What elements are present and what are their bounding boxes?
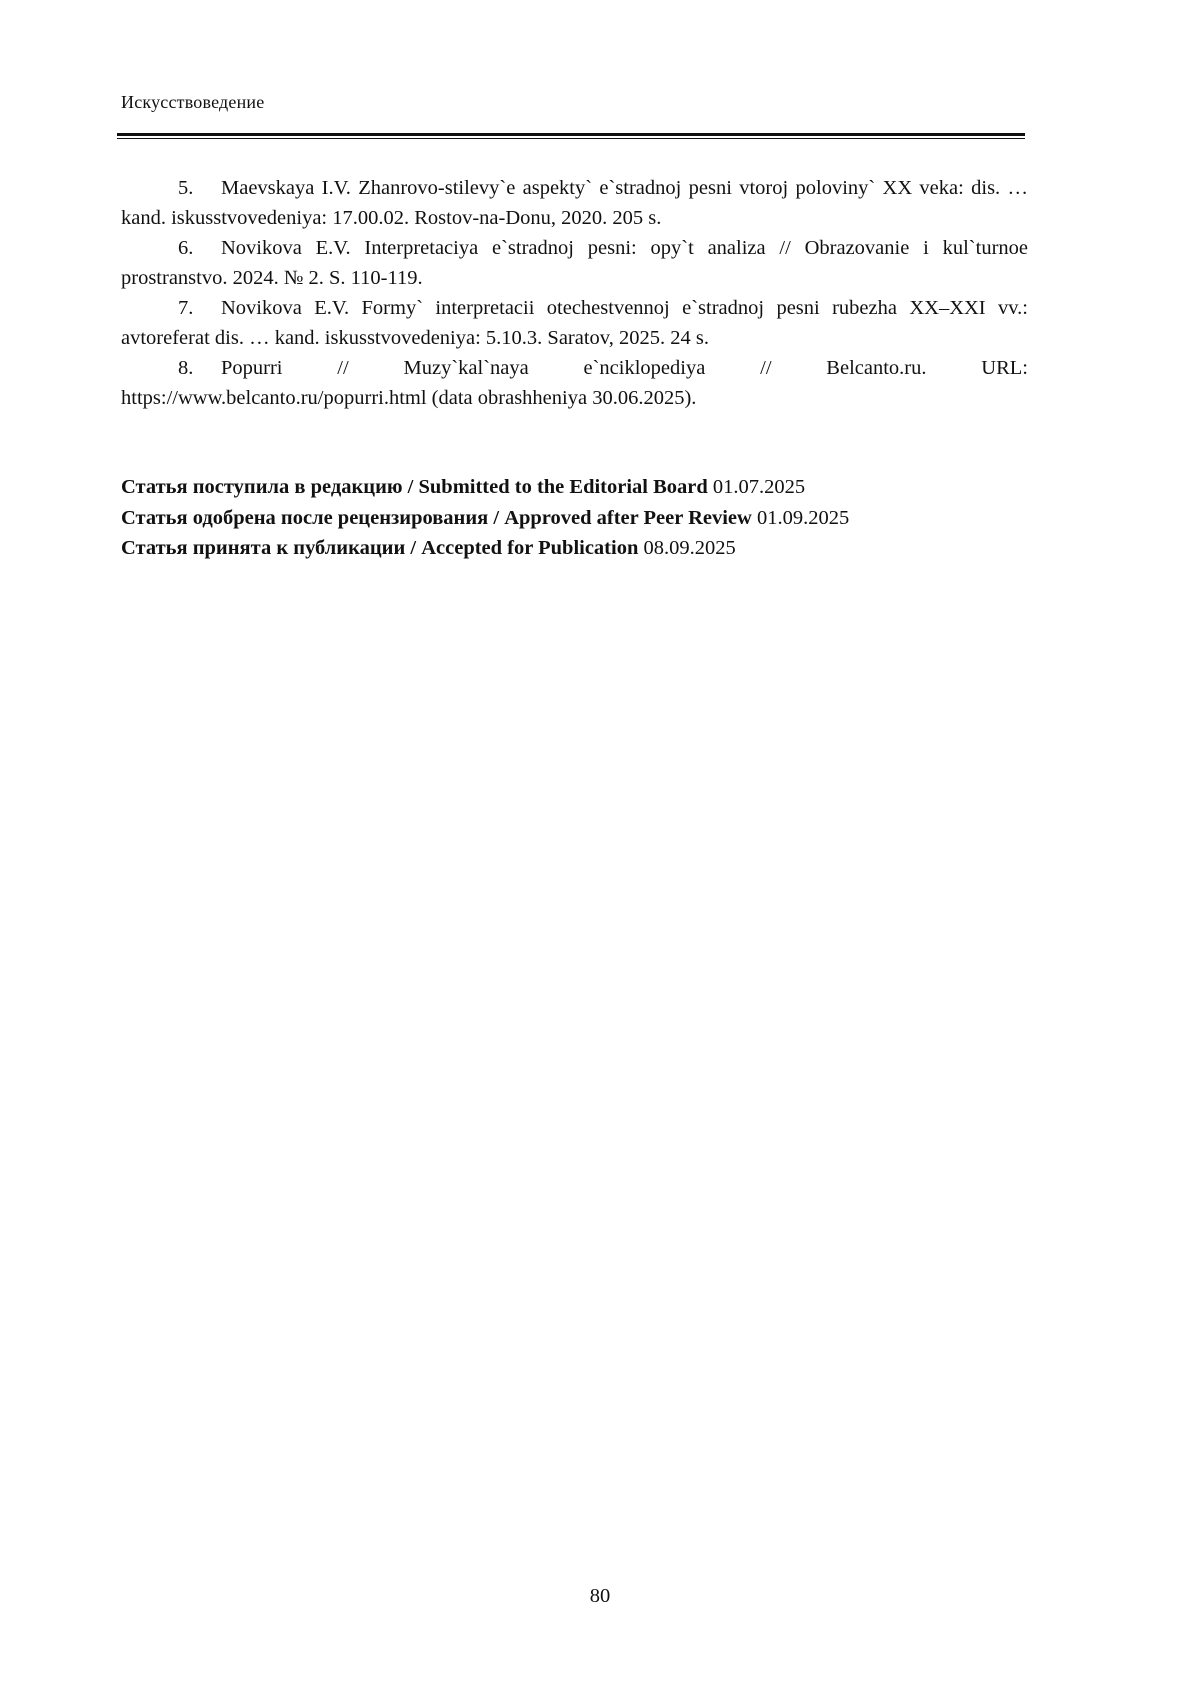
reference-text: Novikova E.V. Formy` interpretacii otechestvennoj e`stradnoj pesni rubezha XX–XXI vv.: avtoreferat dis. … kand. iskusstvovedeniya: 5.10.3. Saratov, 2025. 24 s. [121,297,1028,349]
header-rule-thin [117,138,1025,139]
reference-number: 6. [178,237,194,259]
reference-item [121,173,1028,233]
header-rule-thick [117,133,1025,136]
reference-text: Maevskaya I.V. Zhanrovo-stilevy`e aspekty` e`stradnoj pesni vtoroj poloviny` XX veka: dis. … kand. iskusstvovedeniya: 17.00.02. Rostov-na-Donu, 2020. 205 s. [121,177,1028,229]
reference-number: 8. [178,357,194,379]
reference-item [121,353,1028,413]
page-number: 80 [589,1585,611,1607]
reference-item [121,233,1028,293]
reference-list [121,173,1028,413]
date-value: 08.09.2025 [643,537,736,559]
date-value: 01.07.2025 [712,476,806,498]
reference-number: 7. [178,297,194,319]
date-label: Статья принята к публикации / Accepted for Publication [121,537,639,559]
reference-item [121,293,1028,353]
date-label: Статья одобрена после рецензирования / Approved after Peer Review [121,506,752,529]
date-approved [121,503,1071,534]
date-value: 01.09.2025 [756,506,850,529]
date-submitted [121,472,1071,503]
reference-text: Popurri // Muzy`kal`naya e`nciklopediya // Belcanto.ru. URL: https://www.belcanto.ru/popurri.html (data obrashheniya 30.06.2025). [121,357,1028,409]
date-accepted [121,533,1071,564]
running-header: Искусствоведение [121,92,265,112]
reference-text: Novikova E.V. Interpretaciya e`stradnoj pesni: opy`t analiza // Obrazovanie i kul`turnoe prostranstvo. 2024. № 2. S. 110-119. [121,237,1028,289]
date-label: Статья поступила в редакцию / Submitted to the Editorial Board [121,476,708,498]
reference-number: 5. [178,177,194,199]
submission-dates [121,472,1071,564]
